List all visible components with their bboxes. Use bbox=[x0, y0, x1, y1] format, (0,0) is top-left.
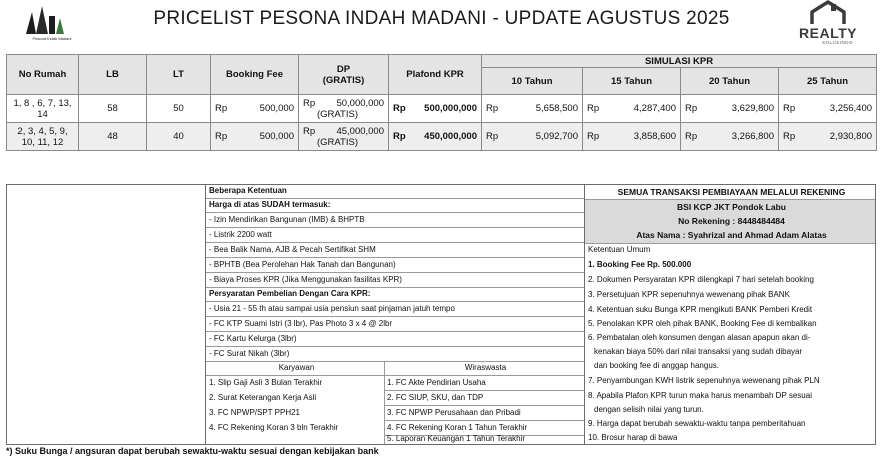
umum-item: kenakan biaya 50% dari nilai transaksi yang sudah dibayar bbox=[594, 347, 803, 356]
list-item: - Biaya Proses KPR (Jika Menggunakan fasilitas KPR) bbox=[209, 275, 402, 284]
ketentuan-panel bbox=[205, 184, 585, 445]
simulasi-value: 3,266,800 bbox=[731, 131, 774, 142]
header-lb: LB bbox=[79, 55, 147, 95]
header-tenor-25: 25 Tahun bbox=[779, 68, 877, 95]
cell-simulasi-25 bbox=[779, 123, 877, 151]
currency-label: Rp bbox=[587, 131, 600, 142]
umum-item: dan booking fee di anggap hangus. bbox=[594, 361, 719, 370]
table-row bbox=[7, 95, 877, 123]
dp-note: (GRATIS) bbox=[317, 109, 358, 120]
account-number: No Rekening : 8448484484 bbox=[678, 216, 785, 226]
karyawan-item: 1. Slip Gaji Asli 3 Bulan Terakhir bbox=[209, 378, 323, 387]
cell-simulasi-15 bbox=[583, 123, 681, 151]
no-rumah-line-1: 1, 8 , 6, 7, 13, bbox=[13, 97, 72, 109]
umum-item: 4. Ketentuan suku Bunga KPR mengikuti BANK Pemberi Kredit bbox=[588, 305, 813, 314]
list-item: - Usia 21 - 55 th atau sampai usia pensiun saat pinjaman jatuh tempo bbox=[209, 304, 455, 313]
list-item: - FC Surat Nikah (3lbr) bbox=[209, 349, 290, 358]
rekening-info bbox=[585, 200, 875, 243]
cell-plafond bbox=[389, 95, 482, 123]
no-rumah-line-2: 14 bbox=[37, 108, 48, 120]
list-item: - FC KTP Suami Istri (3 lbr), Pas Photo 3 x 4 @ 2lbr bbox=[209, 319, 393, 328]
persyaratan-title: Persyaratan Pembelian Dengan Cara KPR: bbox=[209, 289, 371, 298]
simulasi-value: 3,629,800 bbox=[731, 103, 774, 114]
simulasi-value: 4,287,400 bbox=[633, 103, 676, 114]
wiraswasta-item: 3. FC NPWP Perusahaan dan Pribadi bbox=[387, 408, 521, 417]
wiraswasta-title: Wiraswasta bbox=[464, 363, 507, 372]
list-item: - Listrik 2200 watt bbox=[209, 230, 272, 239]
currency-label: Rp bbox=[393, 131, 406, 142]
umum-item: 8. Apabila Plafon KPR turun maka harus menambah DP sesuai bbox=[588, 391, 812, 400]
currency-label: Rp bbox=[486, 103, 499, 114]
cell-lt: 50 bbox=[147, 95, 211, 123]
cell-booking-fee bbox=[211, 95, 299, 123]
cell-simulasi-20 bbox=[681, 123, 779, 151]
cell-simulasi-10 bbox=[482, 123, 583, 151]
umum-item: 7. Penyambungan KWH listrik sepenuhnya wewenang pihak PLN bbox=[588, 376, 820, 385]
logo-brand: REALTY bbox=[799, 25, 857, 41]
karyawan-item: 2. Surat Keterangan Kerja Asli bbox=[209, 393, 317, 402]
currency-label: Rp bbox=[783, 131, 796, 142]
ketentuan-title: Beberapa Ketentuan bbox=[209, 186, 287, 195]
price-table bbox=[6, 54, 877, 151]
header-lt: LT bbox=[147, 55, 211, 95]
cell-no-rumah bbox=[7, 95, 79, 123]
header-dp bbox=[299, 55, 389, 95]
logo-sub: SOLUSINDO bbox=[822, 40, 854, 45]
logo-caption: Pesona Indah Madani bbox=[32, 36, 72, 41]
cell-simulasi-15 bbox=[583, 95, 681, 123]
list-item: - BPHTB (Bea Perolehan Hak Tanah dan Bangunan) bbox=[209, 260, 396, 269]
currency-label: Rp bbox=[303, 126, 316, 137]
plafond-value: 500,000,000 bbox=[424, 103, 477, 114]
harga-title: Harga di atas SUDAH termasuk: bbox=[209, 200, 331, 209]
header-tenor-10: 10 Tahun bbox=[482, 68, 583, 95]
simulasi-value: 5,658,500 bbox=[535, 103, 578, 114]
dp-note: (GRATIS) bbox=[317, 137, 358, 148]
currency-label: Rp bbox=[215, 103, 228, 114]
simulasi-value: 5,092,700 bbox=[535, 131, 578, 142]
dp-value: 50,000,000 bbox=[336, 98, 384, 109]
list-item: - Izin Mendirikan Bangunan (IMB) & BHPTB bbox=[209, 215, 365, 224]
umum-item: 9. Harga dapat berubah sewaktu-waktu tanpa pemberitahuan bbox=[588, 419, 806, 428]
header-simulasi: SIMULASI KPR bbox=[482, 55, 877, 68]
booking-fee-value: 500,000 bbox=[259, 131, 294, 142]
header-tenor-20: 20 Tahun bbox=[681, 68, 779, 95]
rekening-title: SEMUA TRANSAKSI PEMBIAYAAN MELALUI REKENING bbox=[617, 187, 846, 197]
cell-lb: 58 bbox=[79, 95, 147, 123]
cell-lt: 40 bbox=[147, 123, 211, 151]
wiraswasta-item: 5. Laporan Keuangan 1 Tahun Terakhir bbox=[387, 434, 526, 443]
footnote: *) Suku Bunga / angsuran dapat berubah sewaktu-waktu sesuai dengan kebijakan bank bbox=[6, 446, 379, 456]
wiraswasta-item: 4. FC Rekening Koran 1 Tahun Terakhir bbox=[387, 423, 528, 432]
currency-label: Rp bbox=[486, 131, 499, 142]
plafond-value: 450,000,000 bbox=[424, 131, 477, 142]
cell-simulasi-20 bbox=[681, 95, 779, 123]
wiraswasta-item: 2. FC SIUP, SKU, dan TDP bbox=[387, 393, 484, 402]
bank-name: BSI KCP JKT Pondok Labu bbox=[677, 202, 786, 212]
header-no-rumah: No Rumah bbox=[7, 55, 79, 95]
blank-panel bbox=[6, 184, 206, 445]
rekening-panel bbox=[584, 184, 876, 445]
karyawan-item: 3. FC NPWP/SPT PPH21 bbox=[209, 408, 300, 417]
no-rumah-line-1: 2, 3, 4, 5, 9, bbox=[17, 125, 68, 137]
page-title: PRICELIST PESONA INDAH MADANI - UPDATE AGUSTUS 2025 bbox=[153, 8, 730, 29]
currency-label: Rp bbox=[685, 131, 698, 142]
table-row bbox=[7, 123, 877, 151]
cell-simulasi-25 bbox=[779, 95, 877, 123]
header-tenor-15: 15 Tahun bbox=[583, 68, 681, 95]
currency-label: Rp bbox=[393, 103, 406, 114]
umum-item: 1. Booking Fee Rp. 500.000 bbox=[588, 260, 692, 269]
currency-label: Rp bbox=[783, 103, 796, 114]
account-holder: Atas Nama : Syahrizal and Ahmad Adam Alatas bbox=[636, 230, 827, 240]
cell-booking-fee bbox=[211, 123, 299, 151]
header-plafond: Plafond KPR bbox=[389, 55, 482, 95]
currency-label: Rp bbox=[685, 103, 698, 114]
list-item: - Bea Balik Nama, AJB & Pecah Sertifikat SHM bbox=[209, 245, 376, 254]
cell-no-rumah bbox=[7, 123, 79, 151]
header-dp-label: DP bbox=[336, 63, 351, 75]
cell-dp bbox=[299, 123, 389, 151]
list-item: - FC Kartu Kelurga (3lbr) bbox=[209, 334, 297, 343]
simulasi-value: 3,858,600 bbox=[633, 131, 676, 142]
umum-title: Ketentuan Umum bbox=[588, 245, 651, 254]
booking-fee-value: 500,000 bbox=[259, 103, 294, 114]
realty-logo bbox=[788, 0, 868, 46]
cell-simulasi-10 bbox=[482, 95, 583, 123]
cell-plafond bbox=[389, 123, 482, 151]
simulasi-value: 2,930,800 bbox=[829, 131, 873, 142]
header-booking-fee: Booking Fee bbox=[211, 55, 299, 95]
dp-value: 45,000,000 bbox=[336, 126, 384, 137]
no-rumah-line-2: 10, 11, 12 bbox=[21, 136, 64, 148]
house-logo-icon bbox=[788, 0, 868, 26]
umum-item: 3. Persetujuan KPR sepenuhnya wewenang pihak BANK bbox=[588, 290, 790, 299]
currency-label: Rp bbox=[587, 103, 600, 114]
umum-item: 5. Penolakan KPR oleh pihak BANK, Booking Fee di kembalikan bbox=[588, 319, 817, 328]
simulasi-value: 3,256,400 bbox=[829, 103, 873, 114]
cell-lb: 48 bbox=[79, 123, 147, 151]
wiraswasta-item: 1. FC Akte Pendirian Usaha bbox=[387, 378, 486, 387]
karyawan-item: 4. FC Rekening Koran 3 bln Terakhir bbox=[209, 423, 339, 432]
currency-label: Rp bbox=[303, 98, 316, 109]
umum-item: 6. Pembatalan oleh konsumen dengan alasan apapun akan di- bbox=[588, 333, 811, 342]
umum-item: dengan selisih nilai yang turun. bbox=[594, 405, 704, 414]
umum-item: 10. Brosur harap di bawa bbox=[588, 433, 678, 442]
header-dp-note: (GRATIS) bbox=[322, 74, 365, 86]
cell-dp bbox=[299, 95, 389, 123]
umum-item: 2. Dokumen Persyaratan KPR dilengkapi 7 hari setelah booking bbox=[588, 275, 814, 284]
currency-label: Rp bbox=[215, 131, 228, 142]
karyawan-title: Karyawan bbox=[278, 363, 315, 372]
